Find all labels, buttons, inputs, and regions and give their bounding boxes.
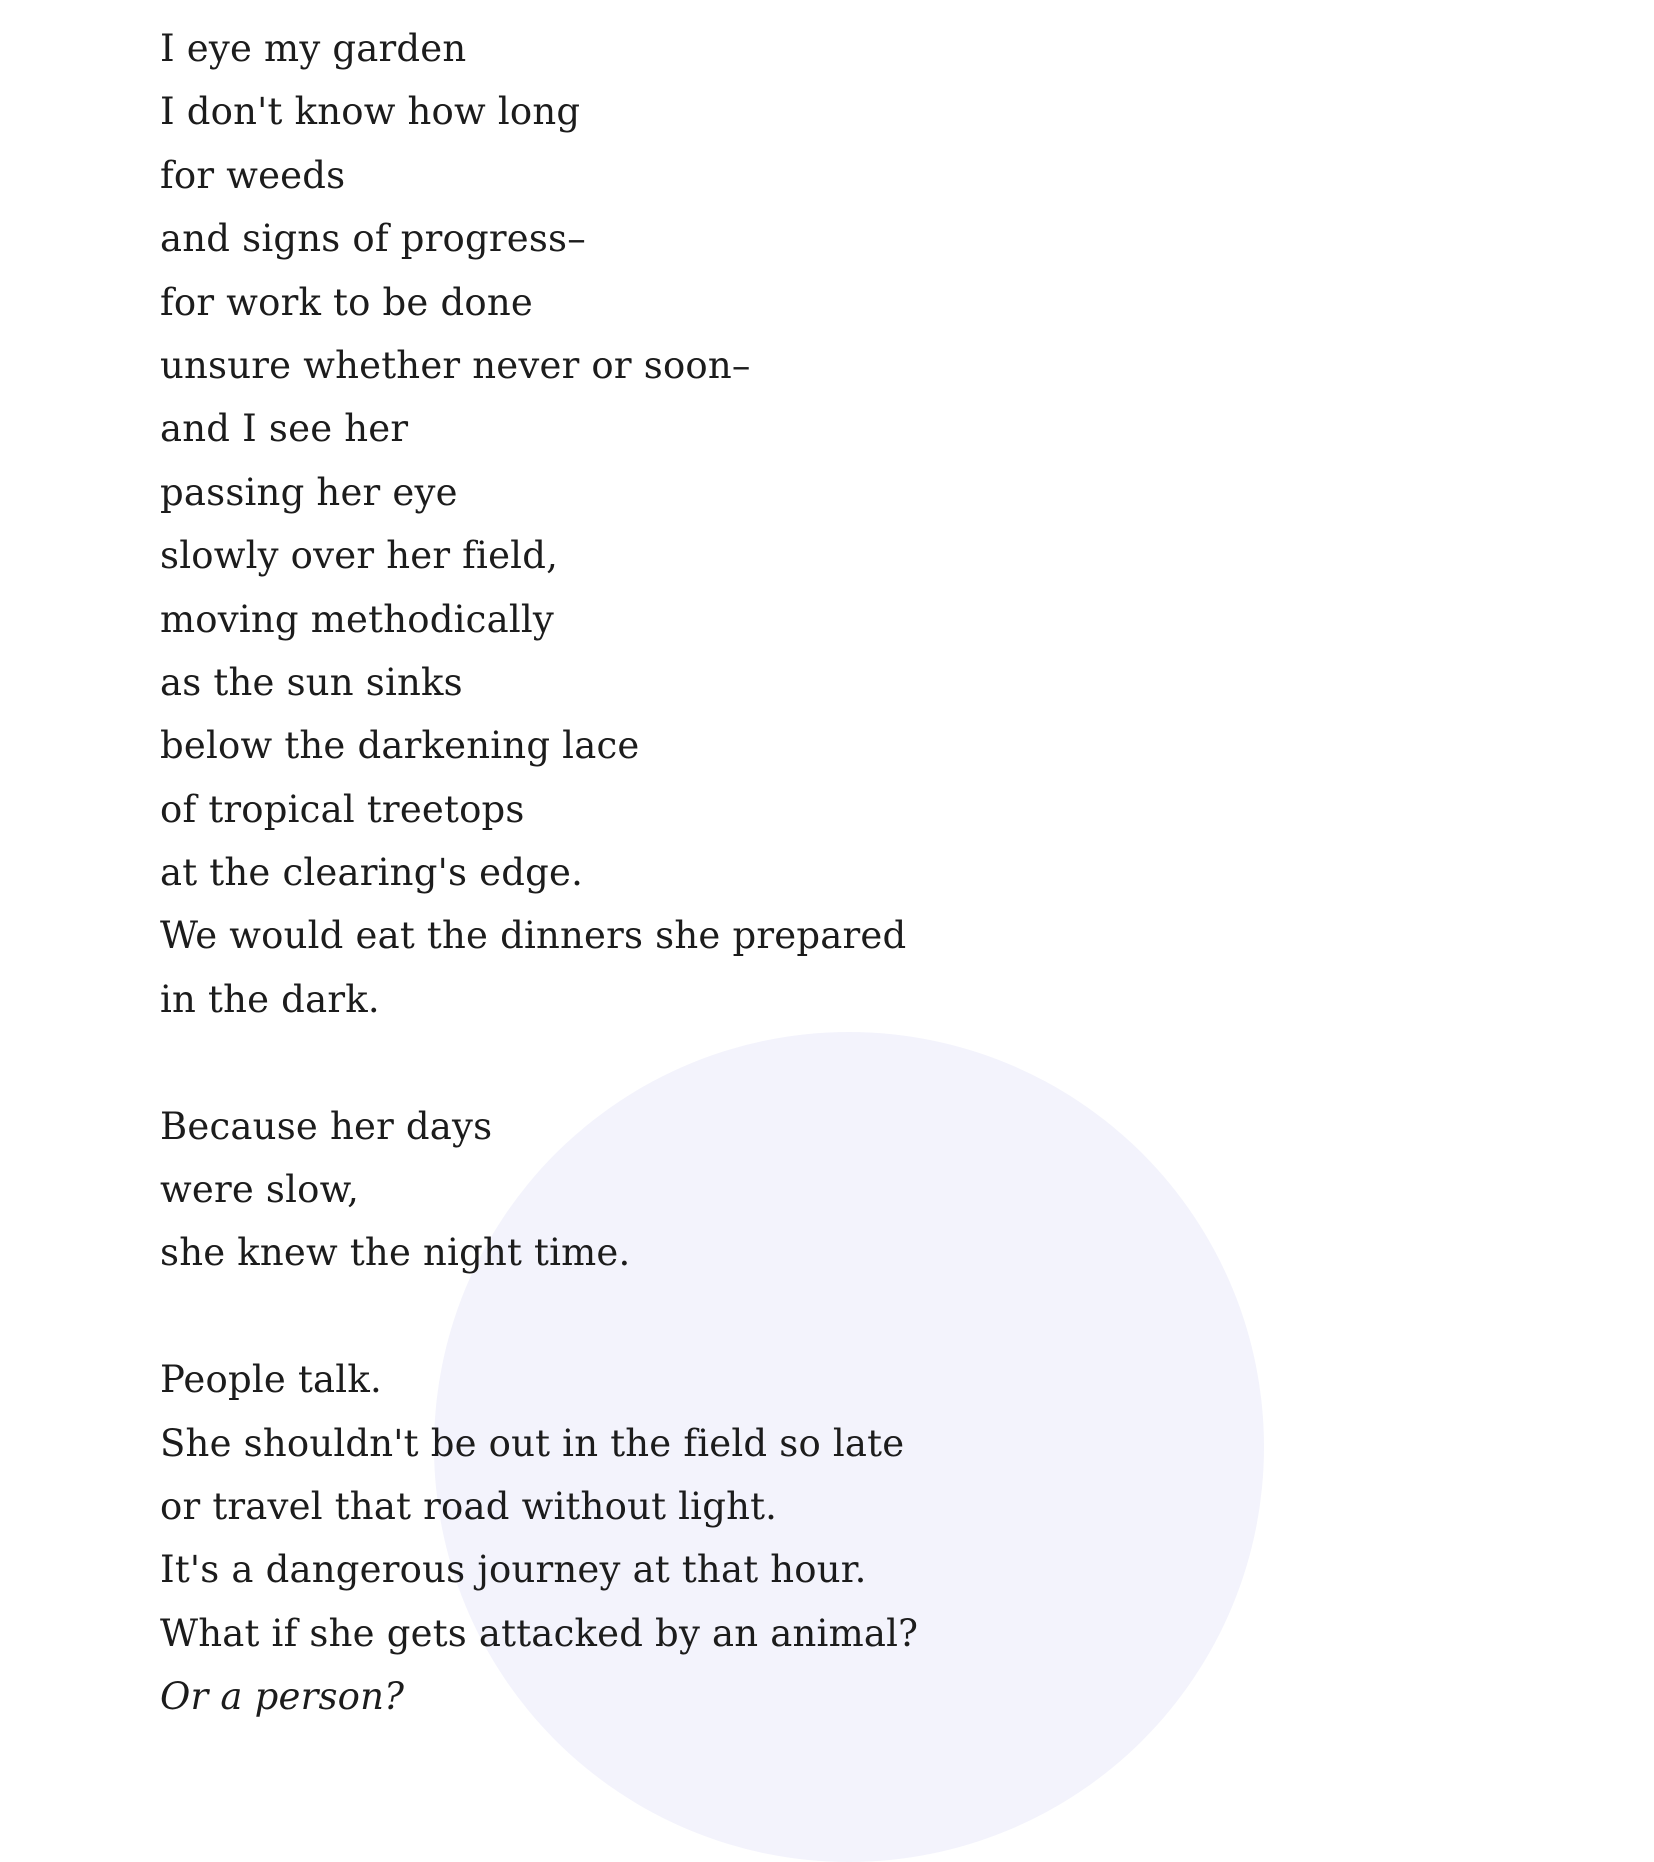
poem-line: She shouldn't be out in the field so late xyxy=(160,1421,905,1465)
poem-line: unsure whether never or soon– xyxy=(160,343,751,387)
poem-line: I don't know how long xyxy=(160,90,581,134)
poem-line: or travel that road without light. xyxy=(160,1484,778,1528)
poem-line: of tropical treetops xyxy=(160,787,525,831)
poem-line: below the darkening lace xyxy=(160,724,640,768)
poem-line: It's a dangerous journey at that hour. xyxy=(160,1548,867,1592)
poem-line: for work to be done xyxy=(160,280,533,324)
poem-line-italic: Or a person? xyxy=(160,1675,405,1719)
stanza-3 xyxy=(160,1348,918,1728)
poem-line: passing her eye xyxy=(160,470,458,514)
poem-line: in the dark. xyxy=(160,977,380,1021)
poem-line: What if she gets attacked by an animal? xyxy=(160,1611,919,1655)
stanza-2 xyxy=(160,1095,918,1285)
poem xyxy=(160,17,918,1729)
poem-line: she knew the night time. xyxy=(160,1231,631,1275)
poem-line: and signs of progress– xyxy=(160,217,586,261)
poem-line: moving methodically xyxy=(160,597,554,641)
poem-line: at the clearing's edge. xyxy=(160,851,584,895)
poem-line: I eye my garden xyxy=(160,27,467,70)
poem-line: We would eat the dinners she prepared xyxy=(160,914,907,958)
poem-line: were slow, xyxy=(160,1168,360,1212)
poem-line: as the sun sinks xyxy=(160,660,463,704)
poem-line: People talk. xyxy=(160,1358,382,1402)
stanza-1 xyxy=(160,17,918,1031)
poem-line: slowly over her field, xyxy=(160,534,559,578)
poem-line: Because her days xyxy=(160,1104,493,1148)
poem-line: and I see her xyxy=(160,407,409,451)
poem-line: for weeds xyxy=(160,153,346,197)
